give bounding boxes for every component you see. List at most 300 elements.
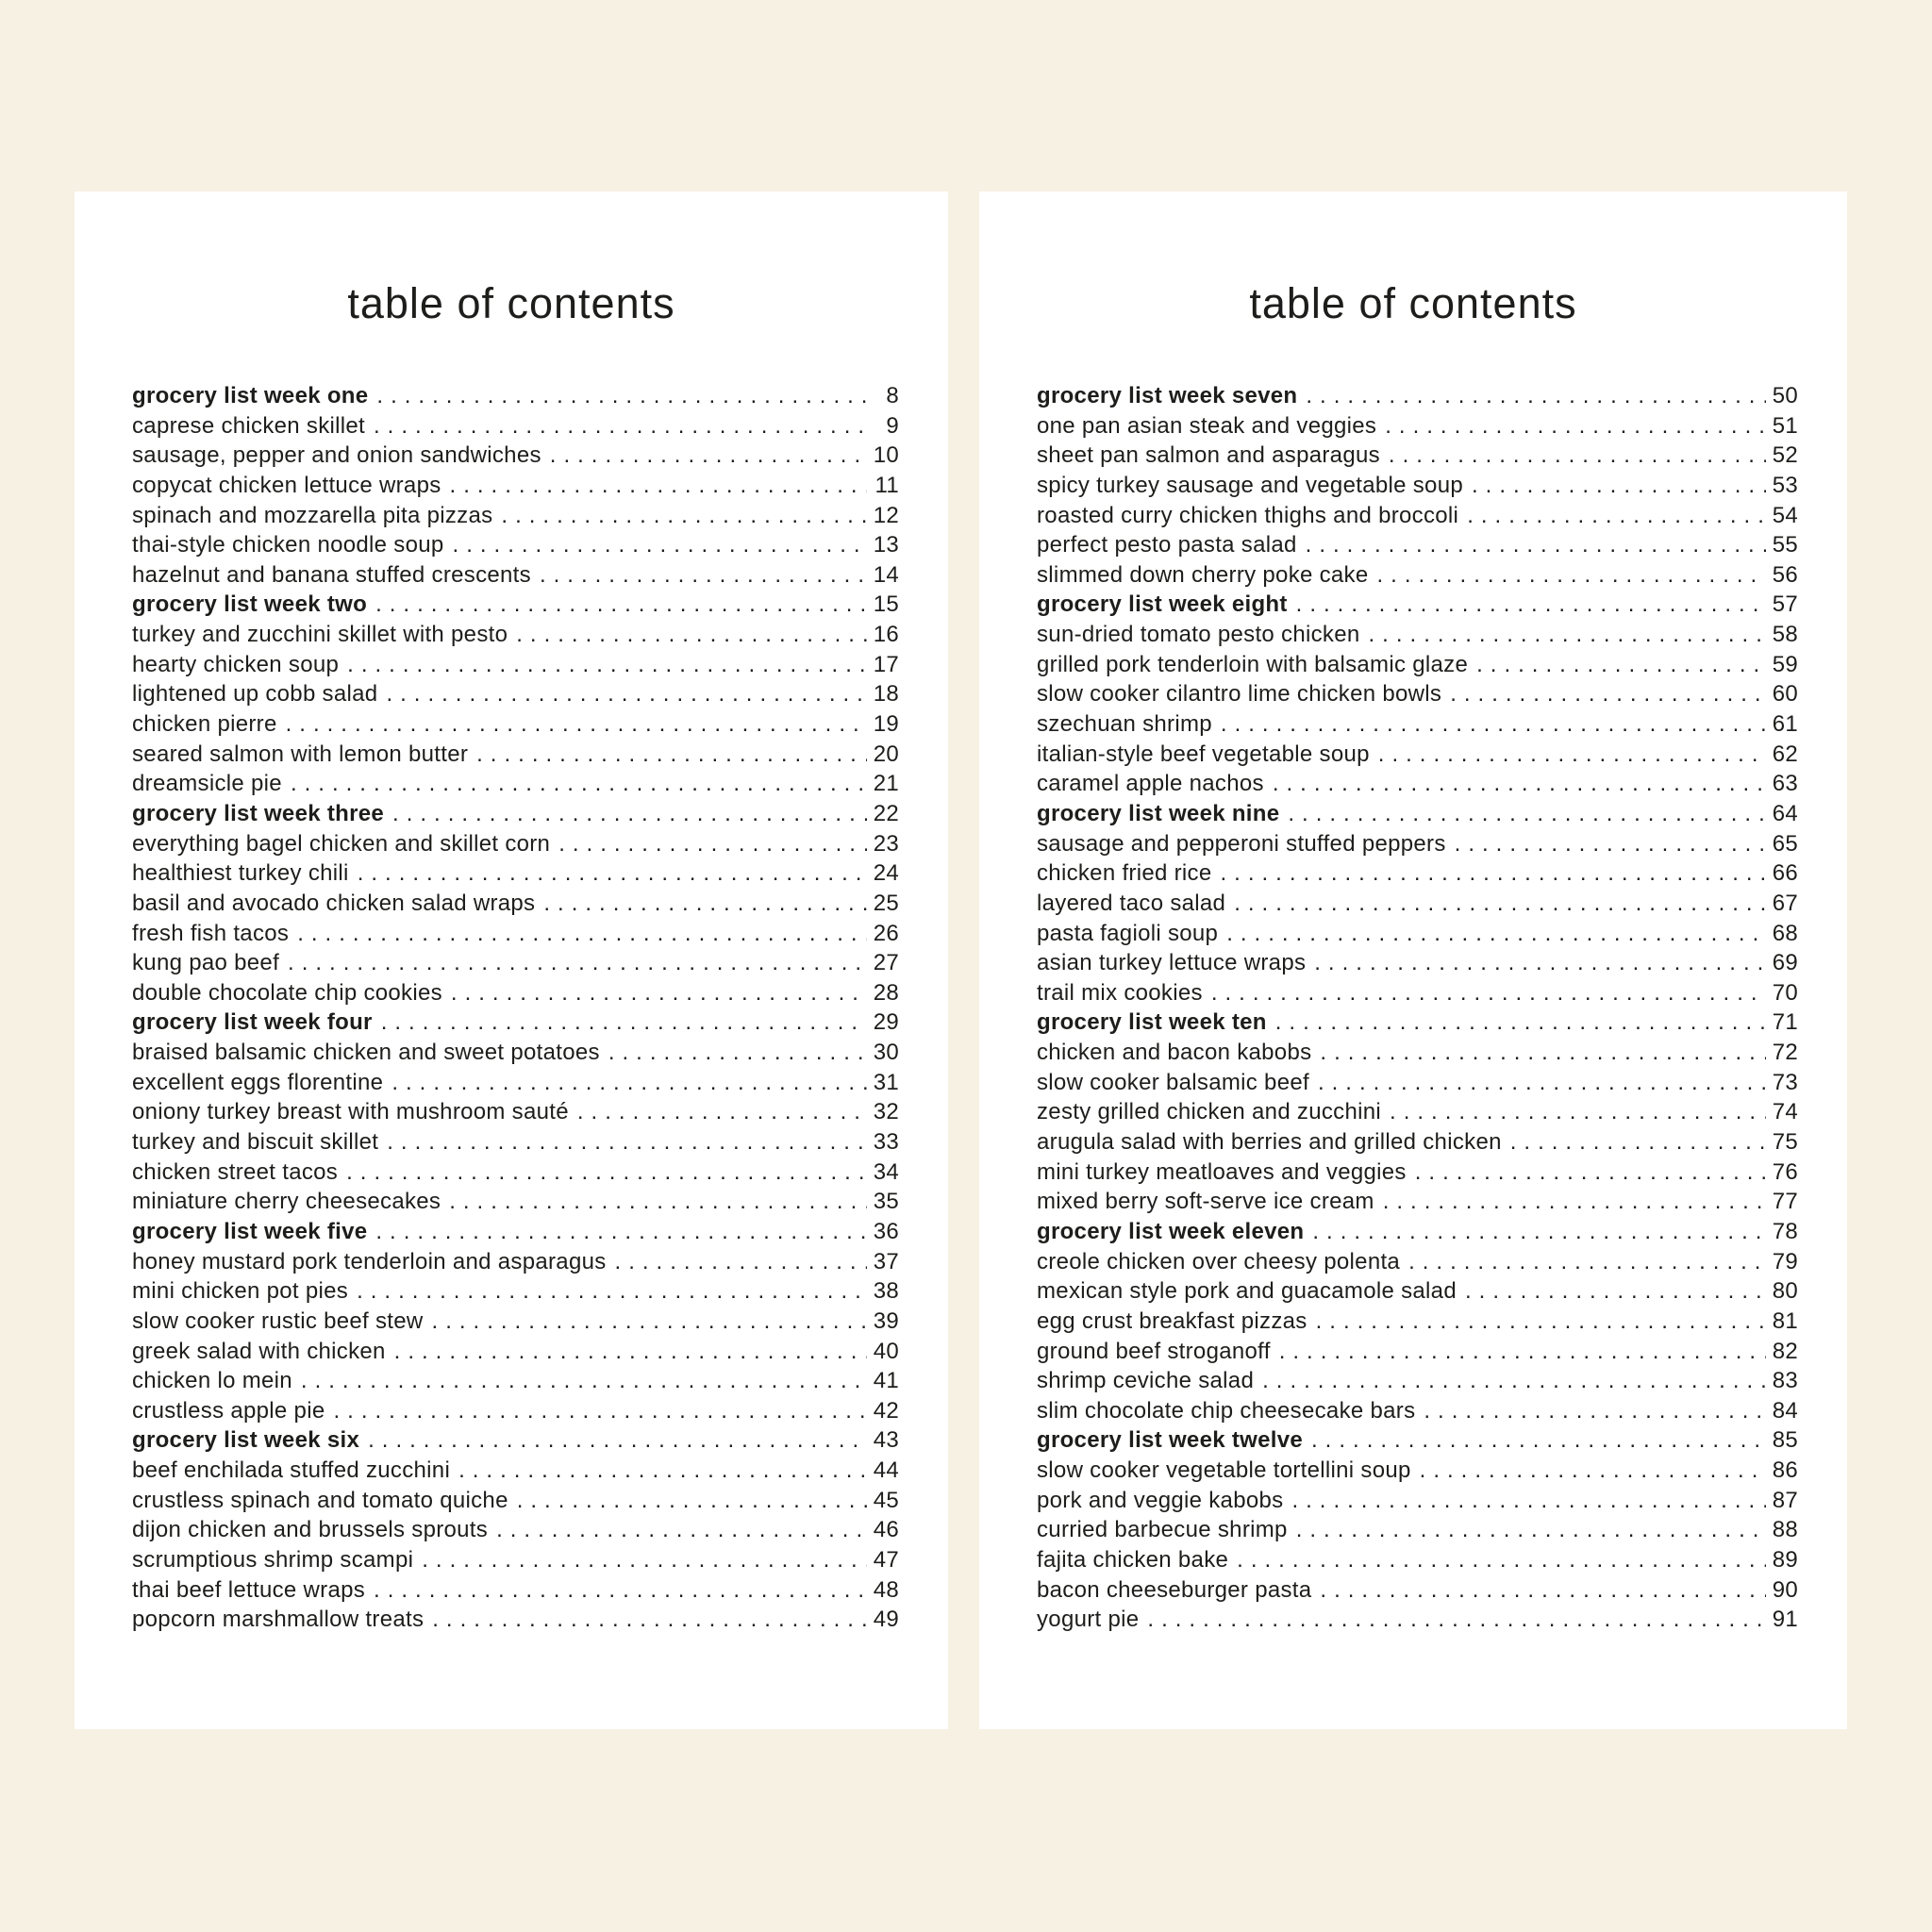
toc-entry-page-number: 55 <box>1772 532 1798 558</box>
toc-entry <box>1037 562 1798 592</box>
dot-leader <box>392 801 867 827</box>
toc-entry-page-number: 43 <box>873 1427 899 1454</box>
dot-leader <box>1211 980 1766 1007</box>
toc-entry-label: hazelnut and banana stuffed crescents <box>132 561 531 588</box>
toc-entry-label: creole chicken over cheesy polenta <box>1037 1248 1401 1274</box>
toc-entry-page-number: 78 <box>1772 1218 1798 1244</box>
toc-entry <box>132 1189 899 1219</box>
toc-list <box>75 383 948 1637</box>
dot-leader <box>1510 1129 1766 1156</box>
dot-leader <box>381 1009 867 1036</box>
dot-leader <box>608 1040 867 1066</box>
toc-entry-page-number: 40 <box>873 1338 899 1364</box>
toc-entry <box>1037 1070 1798 1100</box>
toc-entry-label: grocery list week ten <box>1037 1009 1267 1036</box>
dot-leader <box>391 1070 867 1096</box>
toc-entry-page-number: 27 <box>873 950 899 976</box>
dot-leader <box>291 771 867 797</box>
dot-leader <box>1385 413 1766 440</box>
toc-entry-page-number: 68 <box>1772 920 1798 946</box>
dot-leader <box>288 950 867 976</box>
toc-entry <box>1037 1219 1798 1249</box>
toc-entry <box>1037 950 1798 980</box>
toc-entry <box>132 473 899 503</box>
dot-leader <box>368 1427 867 1454</box>
toc-entry-page-number: 42 <box>873 1397 899 1424</box>
toc-entry <box>1037 1547 1798 1577</box>
toc-entry-label: ground beef stroganoff <box>1037 1338 1271 1364</box>
page-title: table of contents <box>347 279 675 327</box>
dot-leader <box>1226 921 1766 947</box>
toc-entry-page-number: 76 <box>1772 1158 1798 1185</box>
dot-leader <box>374 1577 867 1604</box>
toc-entry-page-number: 82 <box>1772 1338 1798 1364</box>
toc-entry-label: arugula salad with berries and grilled chicken <box>1037 1129 1502 1156</box>
toc-entry-page-number: 61 <box>1772 711 1798 738</box>
toc-entry-label: mexican style pork and guacamole salad <box>1037 1278 1457 1305</box>
toc-entry-label: hearty chicken soup <box>132 651 340 677</box>
dot-leader <box>422 1547 867 1574</box>
toc-entry-label: basil and avocado chicken salad wraps <box>132 890 536 916</box>
toc-entry-page-number: 39 <box>873 1307 899 1334</box>
toc-page-right <box>979 192 1847 1729</box>
toc-entry-page-number: 88 <box>1772 1517 1798 1543</box>
toc-entry-label: slow cooker vegetable tortellini soup <box>1037 1457 1411 1484</box>
toc-entry <box>1037 622 1798 652</box>
toc-entry-label: grilled pork tenderloin with balsamic glaze <box>1037 651 1469 677</box>
toc-entry-page-number: 91 <box>1772 1607 1798 1633</box>
dot-leader <box>386 681 867 708</box>
dot-leader <box>432 1607 867 1633</box>
toc-entry-label: grocery list week two <box>132 591 368 618</box>
dot-leader <box>1383 1189 1766 1215</box>
dot-leader <box>1320 1577 1766 1604</box>
toc-entry-page-number: 83 <box>1772 1368 1798 1394</box>
toc-entry <box>1037 741 1798 772</box>
toc-entry <box>1037 711 1798 741</box>
dot-leader <box>558 831 867 858</box>
toc-entry-label: beef enchilada stuffed zucchini <box>132 1457 451 1484</box>
toc-entry-label: yogurt pie <box>1037 1607 1140 1633</box>
toc-entry <box>132 891 899 921</box>
toc-entry-page-number: 59 <box>1772 651 1798 677</box>
toc-entry <box>132 383 899 413</box>
toc-entry-page-number: 74 <box>1772 1099 1798 1125</box>
toc-entry-page-number: 29 <box>873 1009 899 1036</box>
toc-entry-page-number: 20 <box>873 741 899 767</box>
toc-entry-label: fajita chicken bake <box>1037 1546 1229 1573</box>
dot-leader <box>1389 442 1766 469</box>
toc-entry <box>132 1457 899 1488</box>
toc-entry <box>132 652 899 682</box>
toc-entry-label: sausage and pepperoni stuffed peppers <box>1037 830 1446 857</box>
toc-entry-label: slow cooker rustic beef stew <box>132 1307 424 1334</box>
dot-leader <box>1378 741 1766 768</box>
toc-entry-label: crustless apple pie <box>132 1397 325 1424</box>
dot-leader <box>1318 1070 1766 1096</box>
toc-entry <box>132 1368 899 1398</box>
toc-entry-label: everything bagel chicken and skillet corn <box>132 830 551 857</box>
dot-leader <box>1450 681 1766 708</box>
toc-entry-label: sausage, pepper and onion sandwiches <box>132 442 541 469</box>
toc-entry-label: chicken and bacon kabobs <box>1037 1040 1312 1066</box>
toc-entry-page-number: 11 <box>874 472 899 498</box>
toc-entry-page-number: 73 <box>1772 1069 1798 1095</box>
toc-entry <box>132 442 899 473</box>
toc-entry-label: popcorn marshmallow treats <box>132 1607 425 1633</box>
toc-entry <box>132 1339 899 1369</box>
toc-entry-page-number: 81 <box>1772 1307 1798 1334</box>
dot-leader <box>301 1368 867 1394</box>
toc-entry-label: chicken street tacos <box>132 1158 339 1185</box>
dot-leader <box>1312 1219 1766 1245</box>
toc-entry <box>132 1099 899 1129</box>
toc-entry-label: szechuan shrimp <box>1037 711 1212 738</box>
dot-leader <box>1311 1427 1766 1454</box>
dot-leader <box>1408 1249 1766 1275</box>
toc-entry <box>1037 831 1798 861</box>
toc-entry <box>132 562 899 592</box>
toc-entry-label: mixed berry soft-serve ice cream <box>1037 1189 1374 1215</box>
dot-leader <box>358 860 867 887</box>
toc-entry-page-number: 67 <box>1772 890 1798 916</box>
toc-entry <box>132 1070 899 1100</box>
dot-leader <box>1455 831 1766 858</box>
toc-entry-page-number: 15 <box>873 591 899 618</box>
toc-entry-page-number: 90 <box>1772 1576 1798 1603</box>
toc-entry-page-number: 9 <box>886 412 899 439</box>
toc-entry-page-number: 71 <box>1772 1009 1798 1036</box>
toc-entry <box>1037 1368 1798 1398</box>
toc-entry-label: chicken lo mein <box>132 1368 292 1394</box>
toc-entry-label: egg crust breakfast pizzas <box>1037 1307 1307 1334</box>
toc-entry-page-number: 19 <box>873 711 899 738</box>
toc-page-left <box>75 192 948 1729</box>
dot-leader <box>347 652 867 678</box>
toc-entry-label: slimmed down cherry poke cake <box>1037 561 1369 588</box>
toc-entry <box>132 532 899 562</box>
toc-entry-page-number: 47 <box>873 1546 899 1573</box>
toc-entry <box>1037 442 1798 473</box>
dot-leader <box>450 473 867 499</box>
dot-leader <box>615 1249 867 1275</box>
toc-entry-label: grocery list week eleven <box>1037 1218 1305 1244</box>
toc-entry-page-number: 13 <box>873 532 899 558</box>
dot-leader <box>1316 1308 1766 1335</box>
toc-entry <box>132 921 899 951</box>
toc-entry-label: spinach and mozzarella pita pizzas <box>132 502 493 528</box>
toc-entry <box>1037 1129 1798 1159</box>
toc-entry <box>132 1278 899 1308</box>
toc-entry <box>1037 383 1798 413</box>
toc-entry-label: mini chicken pot pies <box>132 1278 349 1305</box>
dot-leader <box>1424 1398 1766 1424</box>
toc-entry <box>1037 1308 1798 1339</box>
toc-entry <box>132 1009 899 1040</box>
dot-leader <box>346 1159 867 1186</box>
toc-entry-label: italian-style beef vegetable soup <box>1037 741 1370 767</box>
toc-entry-label: perfect pesto pasta salad <box>1037 532 1297 558</box>
toc-entry-page-number: 87 <box>1772 1487 1798 1513</box>
dot-leader <box>1275 1009 1766 1036</box>
toc-entry <box>132 591 899 622</box>
toc-entry <box>1037 1488 1798 1518</box>
toc-entry-page-number: 84 <box>1772 1397 1798 1424</box>
toc-entry-page-number: 85 <box>1772 1427 1798 1454</box>
dot-leader <box>1273 771 1766 797</box>
toc-entry <box>132 801 899 831</box>
page-title: table of contents <box>1249 279 1577 327</box>
toc-entry-page-number: 23 <box>873 830 899 857</box>
toc-entry-page-number: 17 <box>873 651 899 677</box>
toc-entry <box>132 1488 899 1518</box>
toc-entry-page-number: 72 <box>1772 1040 1798 1066</box>
toc-entry-label: curried barbecue shrimp <box>1037 1517 1288 1543</box>
toc-entry <box>1037 1009 1798 1040</box>
dot-leader <box>1390 1099 1766 1125</box>
toc-entry-label: greek salad with chicken <box>132 1338 386 1364</box>
toc-entry <box>1037 532 1798 562</box>
toc-entry-label: sheet pan salmon and asparagus <box>1037 442 1380 469</box>
toc-entry-page-number: 65 <box>1772 830 1798 857</box>
toc-entry-label: sun-dried tomato pesto chicken <box>1037 622 1360 648</box>
toc-entry <box>1037 652 1798 682</box>
toc-entry-label: roasted curry chicken thighs and broccoli <box>1037 502 1459 528</box>
toc-entry-label: thai beef lettuce wraps <box>132 1576 366 1603</box>
dot-leader <box>458 1457 867 1484</box>
dot-leader <box>1237 1547 1766 1574</box>
toc-entry <box>132 1577 899 1607</box>
dot-leader <box>1314 950 1766 976</box>
toc-entry-label: zesty grilled chicken and zucchini <box>1037 1099 1382 1125</box>
toc-entry-label: grocery list week four <box>132 1009 373 1036</box>
dot-leader <box>451 980 867 1007</box>
toc-entry <box>1037 1398 1798 1428</box>
toc-entry-page-number: 70 <box>1772 979 1798 1006</box>
toc-entry-label: dijon chicken and brussels sprouts <box>132 1517 489 1543</box>
toc-entry-label: shrimp ceviche salad <box>1037 1368 1255 1394</box>
toc-entry <box>132 860 899 891</box>
dot-leader <box>1221 711 1766 738</box>
toc-entry-label: healthiest turkey chili <box>132 860 349 887</box>
dot-leader <box>1306 383 1766 409</box>
dot-leader <box>476 741 867 768</box>
toc-entry <box>1037 1457 1798 1488</box>
dot-leader <box>387 1129 867 1156</box>
toc-entry <box>1037 980 1798 1010</box>
toc-entry <box>1037 1040 1798 1070</box>
toc-entry <box>132 1219 899 1249</box>
toc-entry <box>132 1159 899 1190</box>
toc-entry-label: caramel apple nachos <box>1037 771 1264 797</box>
toc-entry-label: oniony turkey breast with mushroom sauté <box>132 1099 569 1125</box>
toc-entry-label: thai-style chicken noodle soup <box>132 532 444 558</box>
dot-leader <box>376 383 867 409</box>
toc-entry <box>1037 681 1798 711</box>
toc-entry-page-number: 28 <box>873 979 899 1006</box>
toc-entry-label: slim chocolate chip cheesecake bars <box>1037 1397 1416 1424</box>
toc-entry-page-number: 60 <box>1772 681 1798 708</box>
toc-entry-page-number: 8 <box>886 383 899 408</box>
toc-entry-page-number: 89 <box>1772 1546 1798 1573</box>
toc-entry <box>1037 1427 1798 1457</box>
toc-entry <box>132 622 899 652</box>
toc-entry-label: grocery list week six <box>132 1427 360 1454</box>
dot-leader <box>449 1189 867 1215</box>
toc-entry <box>1037 591 1798 622</box>
toc-entry-label: caprese chicken skillet <box>132 412 366 439</box>
toc-entry <box>132 681 899 711</box>
toc-entry-page-number: 32 <box>873 1099 899 1125</box>
toc-entry <box>132 1427 899 1457</box>
dot-leader <box>394 1339 867 1365</box>
toc-entry-page-number: 57 <box>1772 591 1798 618</box>
toc-entry-label: honey mustard pork tenderloin and asparagus <box>132 1248 607 1274</box>
toc-entry <box>1037 860 1798 891</box>
toc-entry <box>1037 1517 1798 1547</box>
toc-entry-label: one pan asian steak and veggies <box>1037 412 1377 439</box>
toc-entry-label: spicy turkey sausage and vegetable soup <box>1037 472 1463 498</box>
toc-entry-page-number: 36 <box>873 1218 899 1244</box>
toc-entry-label: fresh fish tacos <box>132 920 290 946</box>
toc-entry-page-number: 26 <box>873 920 899 946</box>
toc-entry-page-number: 50 <box>1772 383 1798 408</box>
toc-entry-label: mini turkey meatloaves and veggies <box>1037 1158 1407 1185</box>
toc-entry-page-number: 44 <box>873 1457 899 1484</box>
toc-entry-label: crustless spinach and tomato quiche <box>132 1487 508 1513</box>
dot-leader <box>375 1219 867 1245</box>
toc-entry-page-number: 38 <box>873 1278 899 1305</box>
toc-entry-page-number: 75 <box>1772 1129 1798 1156</box>
toc-entry-page-number: 14 <box>873 561 899 588</box>
dot-leader <box>501 503 867 529</box>
dot-leader <box>1288 801 1766 827</box>
dot-leader <box>1306 532 1766 558</box>
toc-entry-label: chicken pierre <box>132 711 277 738</box>
toc-entry <box>1037 771 1798 801</box>
dot-leader <box>333 1398 867 1424</box>
toc-entry-label: chicken fried rice <box>1037 860 1212 887</box>
toc-entry <box>132 1517 899 1547</box>
toc-entry-page-number: 56 <box>1772 561 1798 588</box>
toc-entry <box>132 741 899 772</box>
dot-leader <box>453 532 867 558</box>
toc-entry-page-number: 53 <box>1772 472 1798 498</box>
dot-leader <box>1415 1159 1766 1186</box>
toc-entry-page-number: 69 <box>1772 950 1798 976</box>
dot-leader <box>496 1517 867 1543</box>
toc-entry <box>132 711 899 741</box>
toc-entry <box>132 413 899 443</box>
toc-entry-label: grocery list week twelve <box>1037 1427 1304 1454</box>
toc-entry-label: turkey and biscuit skillet <box>132 1129 379 1156</box>
toc-entry-page-number: 46 <box>873 1517 899 1543</box>
toc-list <box>979 383 1847 1637</box>
toc-entry <box>132 503 899 533</box>
dot-leader <box>550 442 867 469</box>
toc-entry-label: slow cooker cilantro lime chicken bowls <box>1037 681 1442 708</box>
toc-entry-page-number: 35 <box>873 1189 899 1215</box>
toc-entry-page-number: 16 <box>873 622 899 648</box>
toc-entry <box>132 1308 899 1339</box>
toc-entry <box>1037 1159 1798 1190</box>
toc-entry <box>1037 413 1798 443</box>
toc-entry <box>1037 473 1798 503</box>
toc-entry-label: pork and veggie kabobs <box>1037 1487 1284 1513</box>
toc-entry-label: braised balsamic chicken and sweet potatoes <box>132 1040 600 1066</box>
toc-entry <box>1037 891 1798 921</box>
toc-entry-label: copycat chicken lettuce wraps <box>132 472 441 498</box>
toc-entry <box>132 980 899 1010</box>
toc-entry-label: grocery list week eight <box>1037 591 1288 618</box>
dot-leader <box>1377 562 1766 589</box>
dot-leader <box>374 413 867 440</box>
toc-entry <box>1037 1249 1798 1279</box>
dot-leader <box>1476 652 1766 678</box>
dot-leader <box>297 921 867 947</box>
toc-entry-page-number: 25 <box>873 890 899 916</box>
toc-entry <box>132 1607 899 1637</box>
dot-leader <box>1369 622 1766 648</box>
toc-entry <box>132 950 899 980</box>
dot-leader <box>540 562 867 589</box>
toc-entry-page-number: 63 <box>1772 771 1798 797</box>
toc-entry-label: lightened up cobb salad <box>132 681 378 708</box>
toc-entry <box>1037 921 1798 951</box>
toc-entry-page-number: 51 <box>1772 412 1798 439</box>
toc-entry-label: bacon cheeseburger pasta <box>1037 1576 1312 1603</box>
dot-leader <box>432 1308 867 1335</box>
toc-entry-page-number: 10 <box>873 442 899 469</box>
toc-entry-label: kung pao beef <box>132 950 280 976</box>
toc-entry-page-number: 41 <box>873 1368 899 1394</box>
toc-entry-page-number: 66 <box>1772 860 1798 887</box>
dot-leader <box>1465 1278 1766 1305</box>
toc-entry <box>1037 1607 1798 1637</box>
toc-entry-page-number: 86 <box>1772 1457 1798 1484</box>
toc-entry-page-number: 24 <box>873 860 899 887</box>
dot-leader <box>1420 1457 1766 1484</box>
dot-leader <box>1291 1488 1766 1514</box>
toc-entry-page-number: 33 <box>873 1129 899 1156</box>
toc-entry-label: trail mix cookies <box>1037 979 1203 1006</box>
toc-entry-label: grocery list week five <box>132 1218 368 1244</box>
toc-entry-label: turkey and zucchini skillet with pesto <box>132 622 508 648</box>
dot-leader <box>516 622 867 648</box>
toc-entry-label: dreamsicle pie <box>132 771 282 797</box>
dot-leader <box>1262 1368 1766 1394</box>
toc-entry-label: grocery list week nine <box>1037 800 1280 826</box>
toc-entry-label: grocery list week one <box>132 383 369 408</box>
toc-entry-page-number: 22 <box>873 800 899 826</box>
toc-entry-label: slow cooker balsamic beef <box>1037 1069 1309 1095</box>
toc-entry <box>1037 1278 1798 1308</box>
toc-entry-label: asian turkey lettuce wraps <box>1037 950 1307 976</box>
toc-entry-label: pasta fagioli soup <box>1037 920 1219 946</box>
toc-entry-label: grocery list week three <box>132 800 385 826</box>
toc-entry <box>1037 801 1798 831</box>
dot-leader <box>1147 1607 1766 1633</box>
dot-leader <box>517 1488 867 1514</box>
toc-entry <box>132 1040 899 1070</box>
toc-entry-page-number: 21 <box>873 771 899 797</box>
toc-entry-page-number: 48 <box>873 1576 899 1603</box>
toc-entry-page-number: 58 <box>1772 622 1798 648</box>
toc-entry <box>132 1547 899 1577</box>
toc-entry-label: excellent eggs florentine <box>132 1069 384 1095</box>
toc-entry-label: scrumptious shrimp scampi <box>132 1546 414 1573</box>
toc-entry-page-number: 52 <box>1772 442 1798 469</box>
